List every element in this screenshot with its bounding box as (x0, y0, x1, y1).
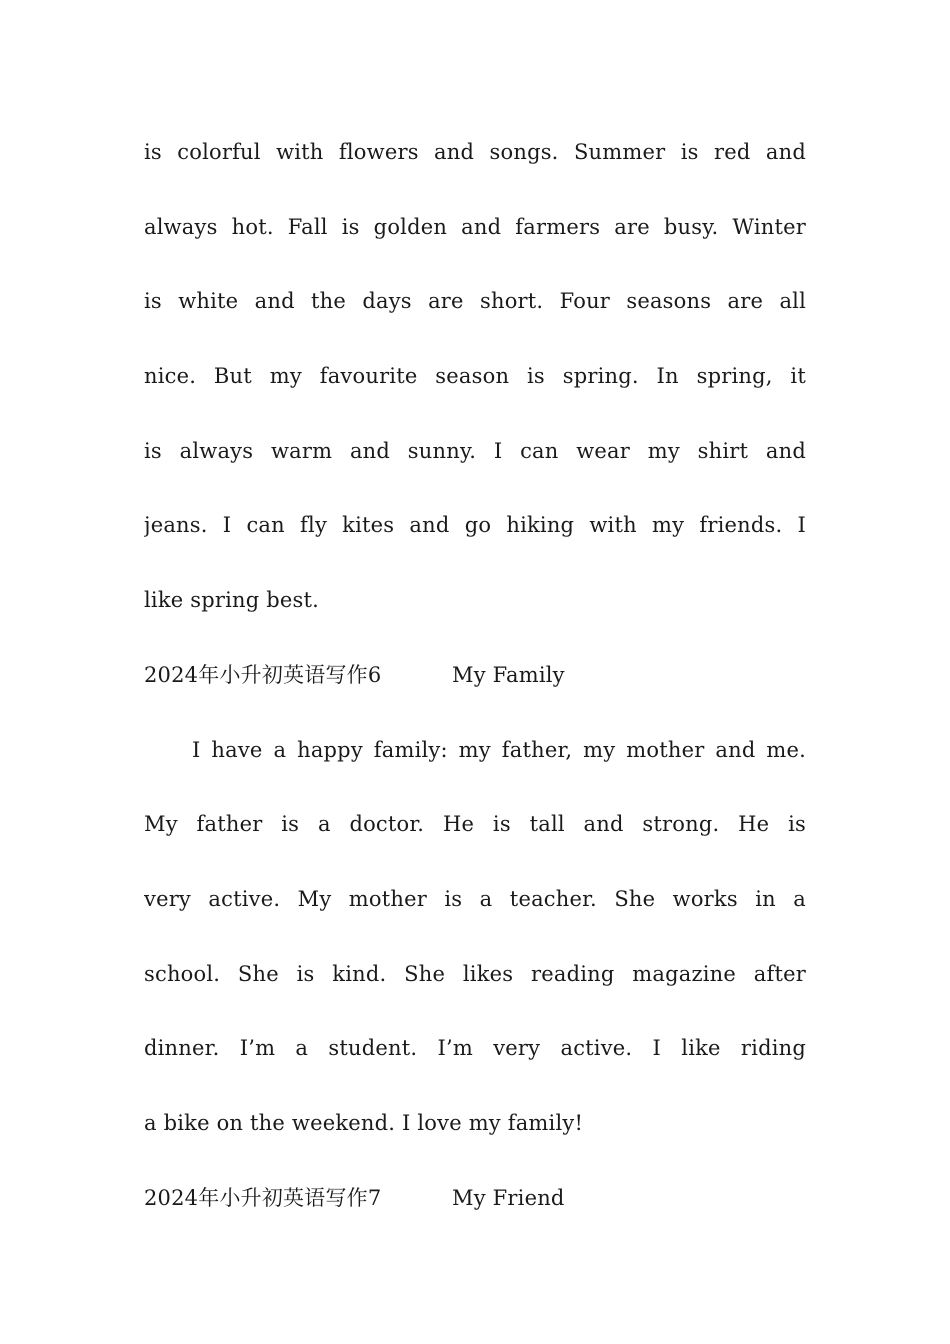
document-page (144, 131, 806, 1251)
heading-prefix: 2024年小升初英语写作6 (144, 662, 382, 687)
heading-title: My Friend (452, 1185, 565, 1210)
paragraph-line: dinner. I’m a student. I’m very active. I like riding (144, 1036, 806, 1061)
heading-prefix: 2024年小升初英语写作7 (144, 1185, 382, 1210)
paragraph-line: My father is a doctor. He is tall and strong. He is (144, 812, 806, 837)
heading-title: My Family (452, 662, 565, 687)
paragraph-line: a bike on the weekend. I love my family! (144, 1110, 584, 1135)
paragraph-line: is always warm and sunny. I can wear my shirt and (144, 438, 806, 463)
paragraph-line: always hot. Fall is golden and farmers are busy. Winter (144, 214, 806, 239)
paragraph-line: like spring best. (144, 588, 320, 613)
section-heading-6 (144, 654, 806, 729)
paragraph-line: nice. But my favourite season is spring. In spring, it (144, 364, 806, 389)
paragraph-line: is white and the days are short. Four seasons are all (144, 289, 806, 314)
paragraph-line: very active. My mother is a teacher. She works in a (144, 886, 806, 911)
paragraph-line: I have a happy family: my father, my mother and me. (192, 737, 806, 762)
section-heading-7 (144, 1177, 806, 1252)
paragraph-line: is colorful with flowers and songs. Summer is red and (144, 140, 806, 164)
paragraph-line: school. She is kind. She likes reading magazine after (144, 961, 806, 986)
paragraph-line: jeans. I can fly kites and go hiking with my friends. I (144, 513, 806, 538)
